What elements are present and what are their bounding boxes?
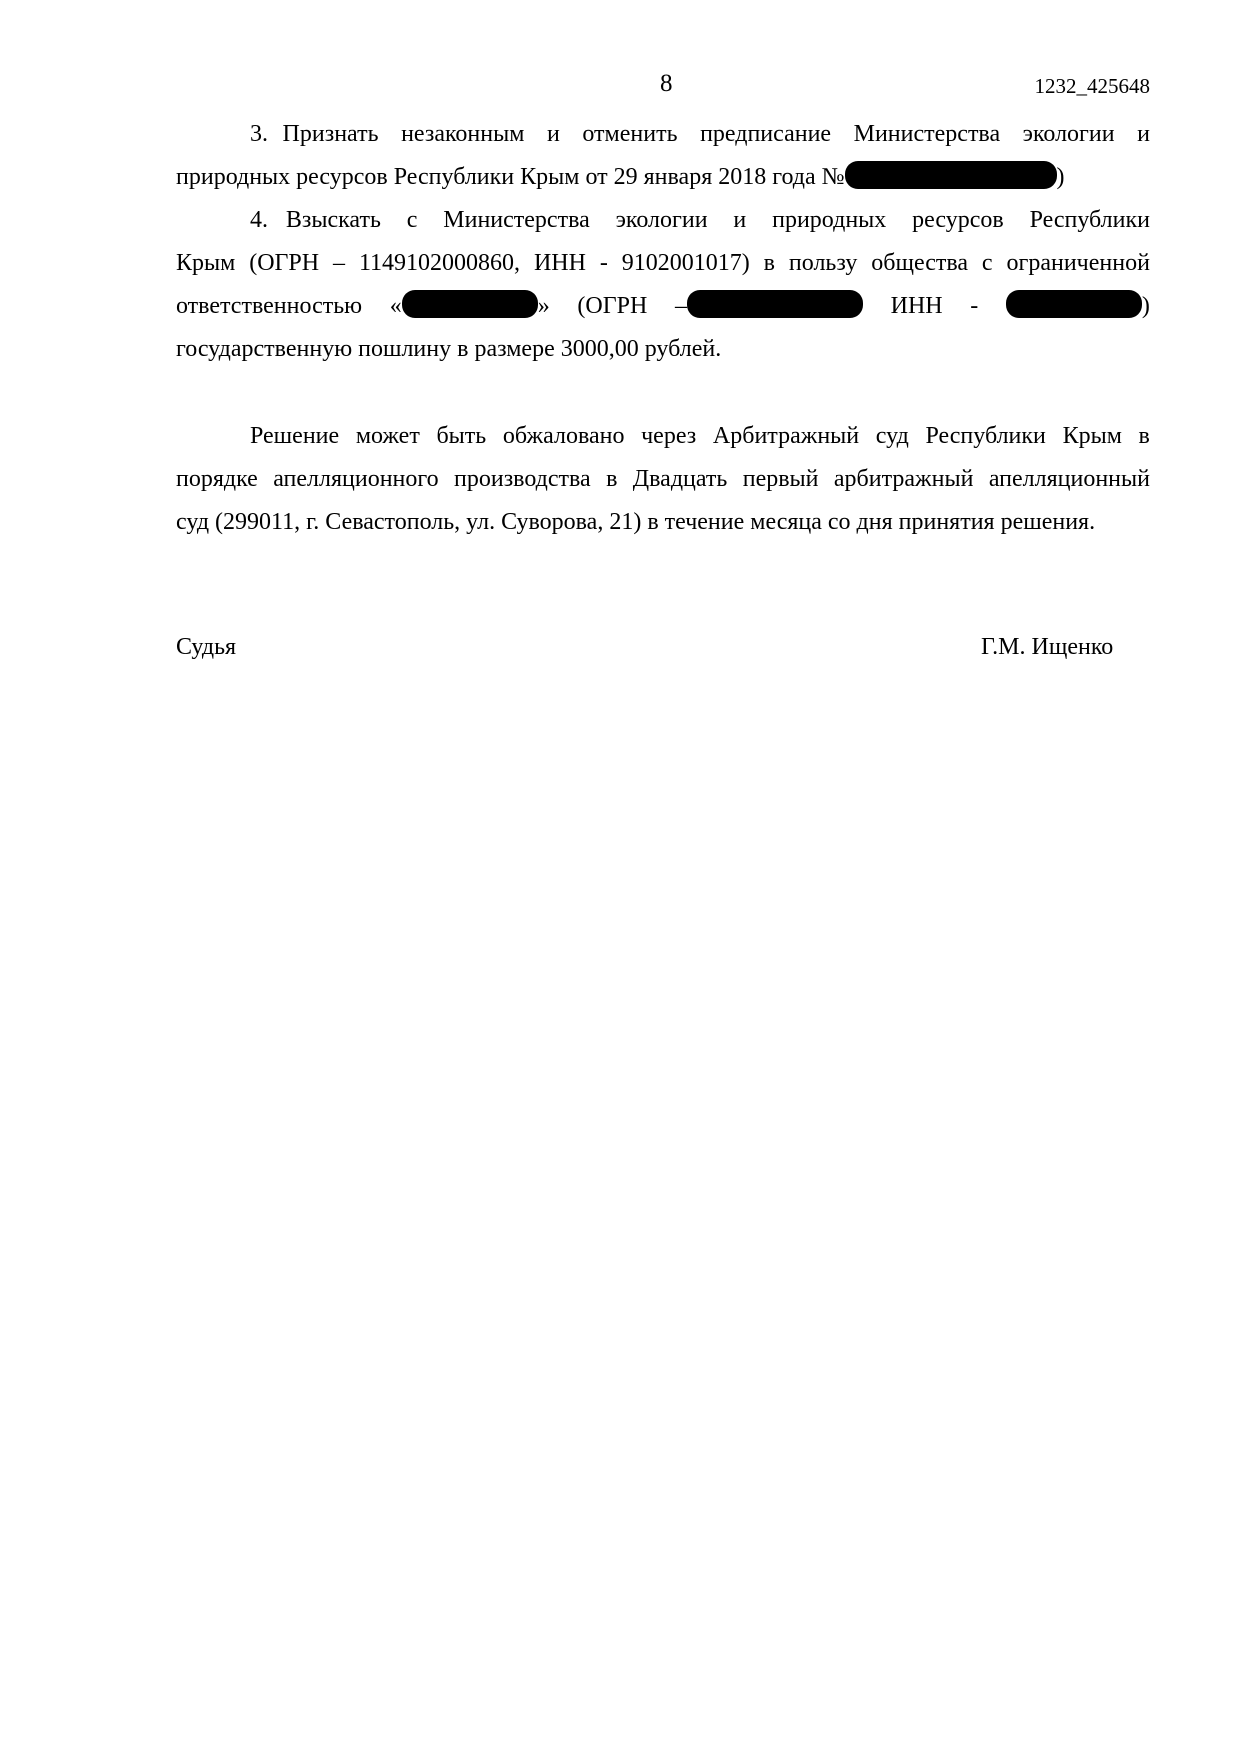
- word: и: [733, 207, 747, 233]
- word: и: [546, 121, 560, 147]
- item-3-line-2: [176, 156, 1150, 199]
- item-4-text: государственную пошлину в размере 3000,00 рублей.: [176, 336, 722, 362]
- word: суд: [875, 423, 909, 449]
- word: через: [641, 423, 697, 449]
- word: производства: [454, 466, 591, 492]
- word: Крым: [176, 250, 236, 276]
- word: ресурсов: [912, 207, 1004, 233]
- word: отменить: [582, 121, 678, 147]
- word: обжаловано: [502, 423, 625, 449]
- page-number: 8: [660, 70, 673, 97]
- word: природных: [772, 207, 887, 233]
- word: апелляционного: [273, 466, 439, 492]
- document-code: 1232_425648: [1034, 74, 1150, 98]
- inn-group: [1006, 285, 1150, 328]
- word: экологии: [1022, 121, 1115, 147]
- word: Решение: [250, 423, 340, 449]
- word: Взыскать: [285, 207, 381, 233]
- appeal-line-3: [176, 501, 1150, 544]
- word: Двадцать: [632, 466, 728, 492]
- item-4-line-1: [176, 199, 1150, 242]
- word: Республики: [925, 423, 1046, 449]
- word: апелляционный: [988, 466, 1150, 492]
- word: -: [970, 293, 979, 319]
- closing-paren: ): [1056, 164, 1065, 190]
- word: Республики: [1029, 207, 1150, 233]
- word: Министерства: [443, 207, 590, 233]
- closing-paren: ): [1141, 293, 1150, 319]
- redaction-mark: [845, 161, 1057, 189]
- appeal-line-1: [176, 415, 1150, 458]
- redaction-mark: [402, 290, 538, 318]
- word: в: [763, 250, 776, 276]
- word: с: [981, 250, 993, 276]
- word: с: [406, 207, 418, 233]
- word: быть: [436, 423, 487, 449]
- judge-name: Г.М. Ищенко: [981, 634, 1114, 660]
- redaction-mark: [1006, 290, 1142, 318]
- word: ИНН: [533, 250, 586, 276]
- word: общества: [871, 250, 969, 276]
- appeal-line-2: [176, 458, 1150, 501]
- open-quote: «: [389, 293, 402, 319]
- word: –: [333, 250, 346, 276]
- word: (ОГРН: [249, 250, 320, 276]
- word: ограниченной: [1006, 250, 1150, 276]
- word: -: [599, 250, 608, 276]
- redaction-mark: [687, 290, 863, 318]
- word: предписание: [700, 121, 832, 147]
- dash: –: [674, 293, 687, 319]
- close-quote: »: [537, 293, 550, 319]
- item-number: 4.: [250, 207, 268, 233]
- word: и: [1137, 121, 1150, 147]
- ogrn-group: [675, 285, 863, 328]
- word: Арбитражный: [712, 423, 860, 449]
- word: Министерства: [853, 121, 1001, 147]
- word: 9102001017): [621, 250, 750, 276]
- item-4-line-4: [176, 328, 1150, 371]
- word: Крым: [1062, 423, 1122, 449]
- word: (ОГРН: [577, 293, 648, 319]
- word: первый: [742, 466, 819, 492]
- word: ответственностью: [176, 293, 363, 319]
- appeal-text: суд (299011, г. Севастополь, ул. Суворова, 21) в течение месяца со дня принятия решения.: [176, 509, 1096, 535]
- item-number: 3.: [250, 121, 268, 147]
- word: пользу: [788, 250, 858, 276]
- item-3-line-1: [176, 113, 1150, 156]
- word: порядке: [176, 466, 258, 492]
- word: Признать: [282, 121, 379, 147]
- word: экологии: [615, 207, 708, 233]
- word: незаконным: [401, 121, 525, 147]
- signature-title: Судья: [176, 634, 237, 660]
- company-name-group: [390, 285, 550, 328]
- word: 1149102000860,: [358, 250, 521, 276]
- item-4-line-2: [176, 242, 1150, 285]
- item-4-line-3: [176, 285, 1150, 328]
- word: ИНН: [890, 293, 943, 319]
- word: в: [606, 466, 618, 492]
- word: может: [355, 423, 420, 449]
- item-3-text: природных ресурсов Республики Крым от 29 января 2018 года №: [176, 164, 845, 190]
- word: в: [1138, 423, 1150, 449]
- word: арбитражный: [833, 466, 974, 492]
